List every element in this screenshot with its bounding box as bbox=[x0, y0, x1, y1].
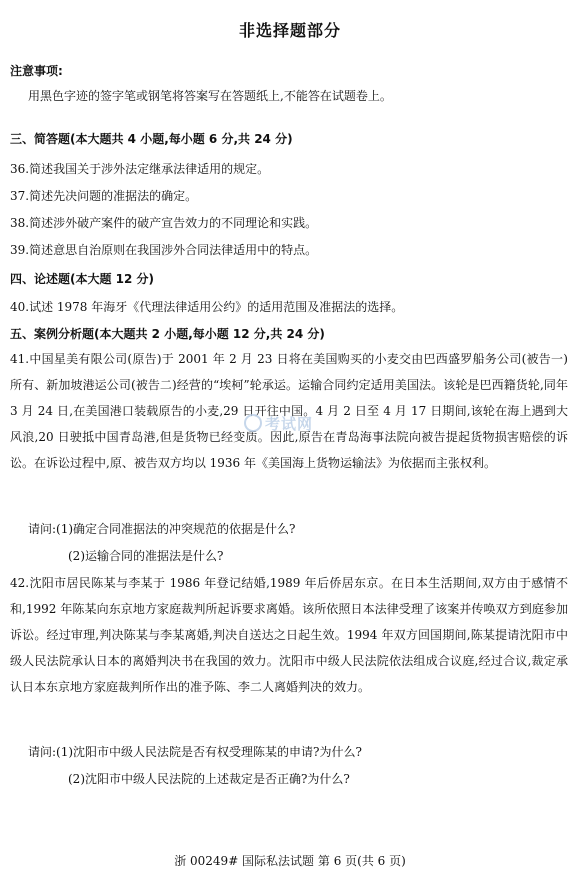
question-40: 40.试述 1978 年海牙《代理法律适用公约》的适用范围及准据法的选择。 bbox=[10, 300, 404, 314]
question-41-ask2: (2)运输合同的准据法是什么? bbox=[68, 549, 224, 563]
watermark-text: 考试网 bbox=[265, 415, 314, 433]
notice-text: 用黑色字迹的签字笔或钢笔将答案写在答题纸上,不能答在试题卷上。 bbox=[28, 89, 392, 103]
watermark-logo bbox=[244, 413, 313, 434]
question-38: 38.简述涉外破产案件的破产宣告效力的不同理论和实践。 bbox=[10, 216, 318, 230]
notice-heading: 注意事项: bbox=[10, 64, 63, 78]
page-footer: 浙 00249# 国际私法试题 第 6 页(共 6 页) bbox=[174, 854, 406, 868]
question-37: 37.简述先决问题的准据法的确定。 bbox=[10, 189, 198, 203]
question-42-ask1: 请问:(1)沈阳市中级人民法院是否有权受理陈某的申请?为什么? bbox=[28, 745, 362, 759]
page-title: 非选择题部分 bbox=[238, 21, 341, 40]
section4-heading: 四、论述题(本大题 12 分) bbox=[10, 272, 155, 286]
question-36: 36.简述我国关于涉外法定继承法律适用的规定。 bbox=[10, 162, 270, 176]
question-42-text: 42.沈阳市居民陈某与李某于 1986 年登记结婚,1989 年后侨居东京。在日本生活期间,双方由于感情不和,1992 年陈某向东京地方家庭裁判所起诉要求离婚。该所依照日本法律受理了该案并传唤双方到庭参加诉讼。经过审理,判决陈某与李某离婚,判决自送达之日起生效。1994 年双方回国期间,陈某提请沈阳市中级人民法院承认日本的离婚判决书在我国的效力。沈阳市中级人民法院依法组成合议庭,经过合议,裁定承认日本东京地方家庭裁判所作出的准予陈、李二人离婚判决的效力。 bbox=[10, 576, 568, 694]
section3-heading: 三、简答题(本大题共 4 小题,每小题 6 分,共 24 分) bbox=[10, 132, 293, 146]
question-41-text: 41.中国星美有限公司(原告)于 2001 年 2 月 23 日将在美国购买的小麦交由巴西盛罗船务公司(被告一)所有、新加坡港运公司(被告二)经营的“埃柯”轮承运。运输合同约定适用美国法。该轮是巴西籍货轮,同年 3 月 24 日,在美国港口装载原告的小麦,29 日开往中国。4 月 2 日至 4 月 17 日期间,该轮在海上遇到大风浪,20 日驶抵中国青岛港,但是货物已经变质。因此,原告在青岛海事法院向被告提起货物损害赔偿的诉讼。在诉讼过程中,原、被告双方均以 1936 年《美国海上货物运输法》为依据而主张权利。 bbox=[10, 352, 568, 470]
question-39: 39.简述意思自治原则在我国涉外合同法律适用中的特点。 bbox=[10, 243, 318, 257]
question-42-ask2: (2)沈阳市中级人民法院的上述裁定是否正确?为什么? bbox=[68, 772, 350, 786]
watermark-icon bbox=[244, 414, 262, 432]
section5-heading: 五、案例分析题(本大题共 2 小题,每小题 12 分,共 24 分) bbox=[10, 327, 325, 341]
question-41-ask1: 请问:(1)确定合同准据法的冲突规范的依据是什么? bbox=[28, 522, 296, 536]
